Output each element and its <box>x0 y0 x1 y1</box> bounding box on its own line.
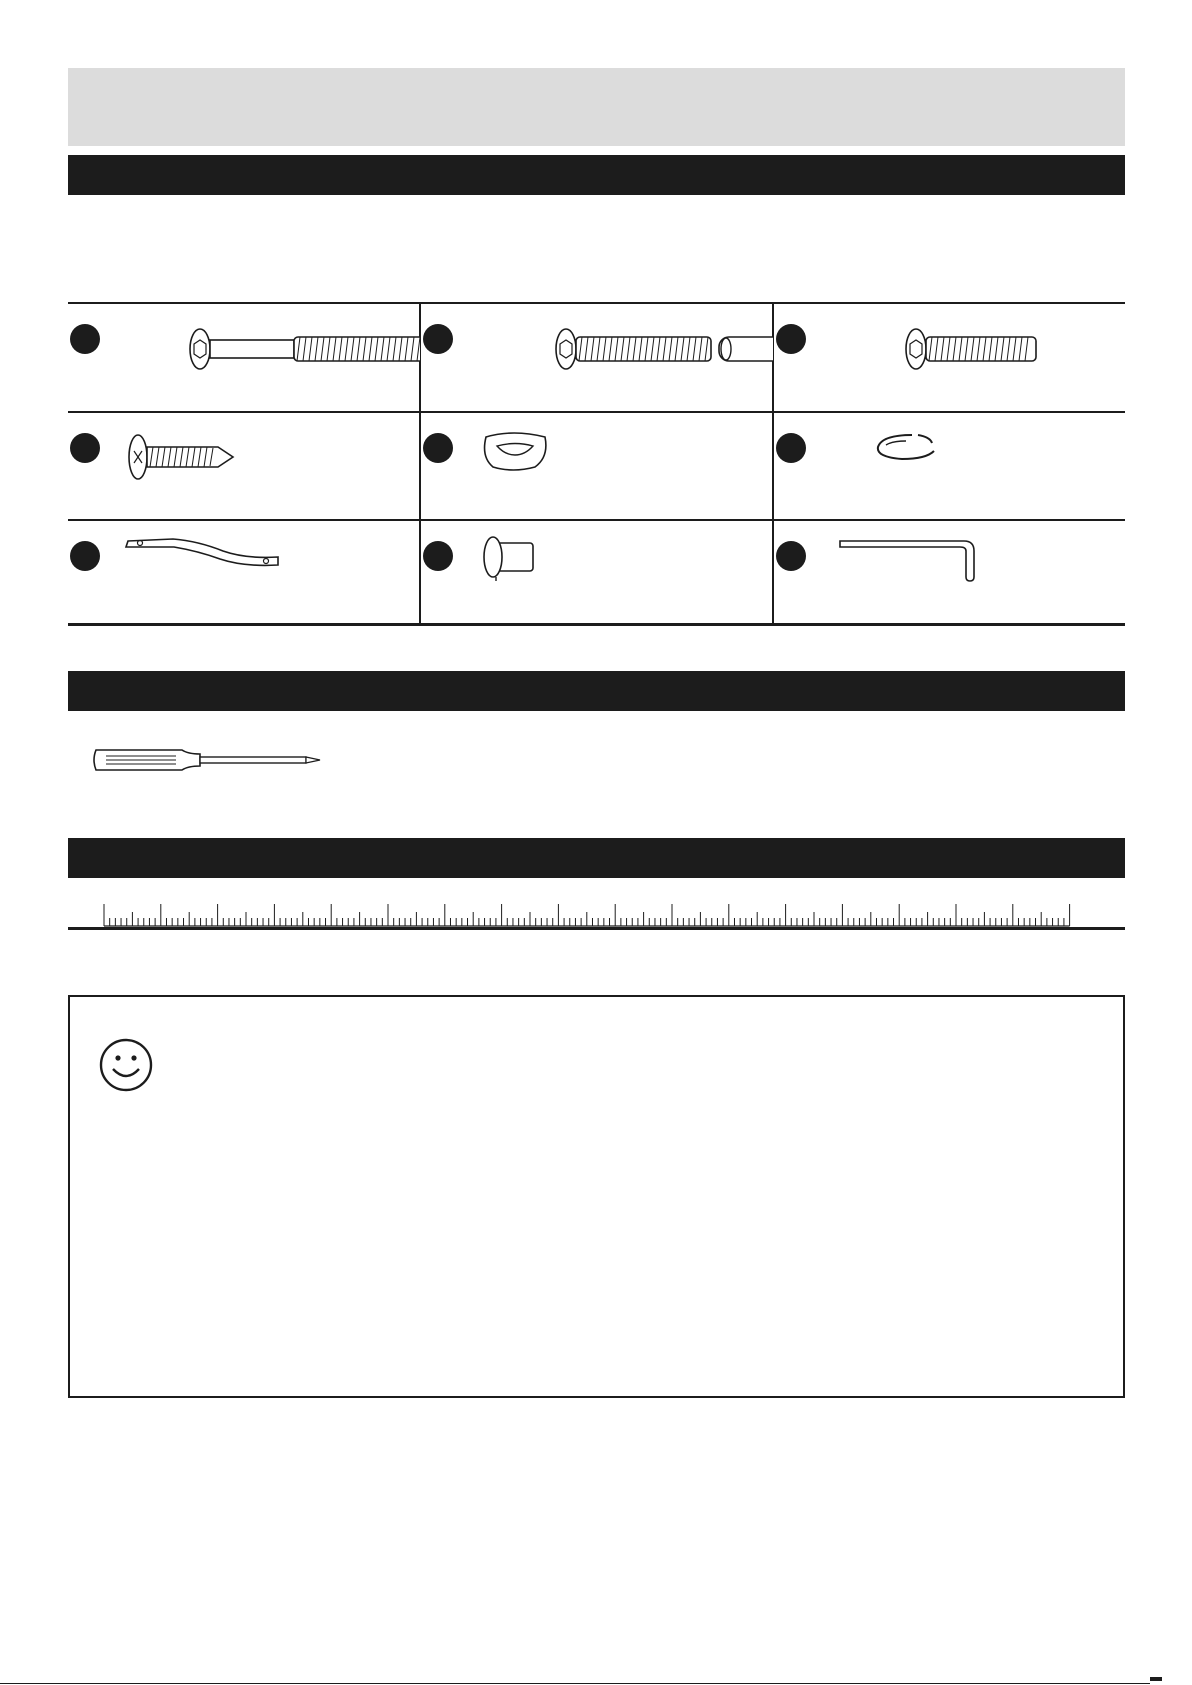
part-cell <box>68 304 420 411</box>
part-cell <box>774 304 1126 411</box>
section-bar-ruler <box>68 838 1125 878</box>
part-cell <box>68 413 420 520</box>
tools-area <box>90 740 330 780</box>
part-cell <box>421 304 773 411</box>
part-cell <box>774 521 1126 628</box>
ruler-section <box>68 838 1125 930</box>
section-bar-parts <box>68 155 1125 195</box>
smiley-face-icon <box>98 1037 154 1093</box>
section-bar-tools <box>68 671 1125 711</box>
long-allen-bolt-icon <box>68 304 420 411</box>
allen-key-icon <box>774 521 1126 628</box>
info-box <box>68 995 1125 1398</box>
split-ring-washer-icon <box>774 413 1126 520</box>
short-allen-bolt-icon <box>774 304 1126 411</box>
phillips-screwdriver-icon <box>90 740 330 780</box>
phillips-wood-screw-icon <box>68 413 420 520</box>
shelf-support-pin-icon <box>421 521 773 628</box>
part-cell <box>68 521 420 628</box>
measuring-ruler-icon <box>68 878 1125 930</box>
bolt-and-barrel-nut-icon <box>421 304 773 411</box>
wall-strap-icon <box>68 521 420 628</box>
parts-grid <box>68 302 1125 626</box>
header-band <box>68 68 1125 146</box>
part-cell <box>421 413 773 520</box>
part-cell <box>421 521 773 628</box>
footer-mark <box>1150 1677 1162 1681</box>
cam-cover-cap-icon <box>421 413 773 520</box>
part-cell <box>774 413 1126 520</box>
footer-rule <box>0 1683 1150 1684</box>
